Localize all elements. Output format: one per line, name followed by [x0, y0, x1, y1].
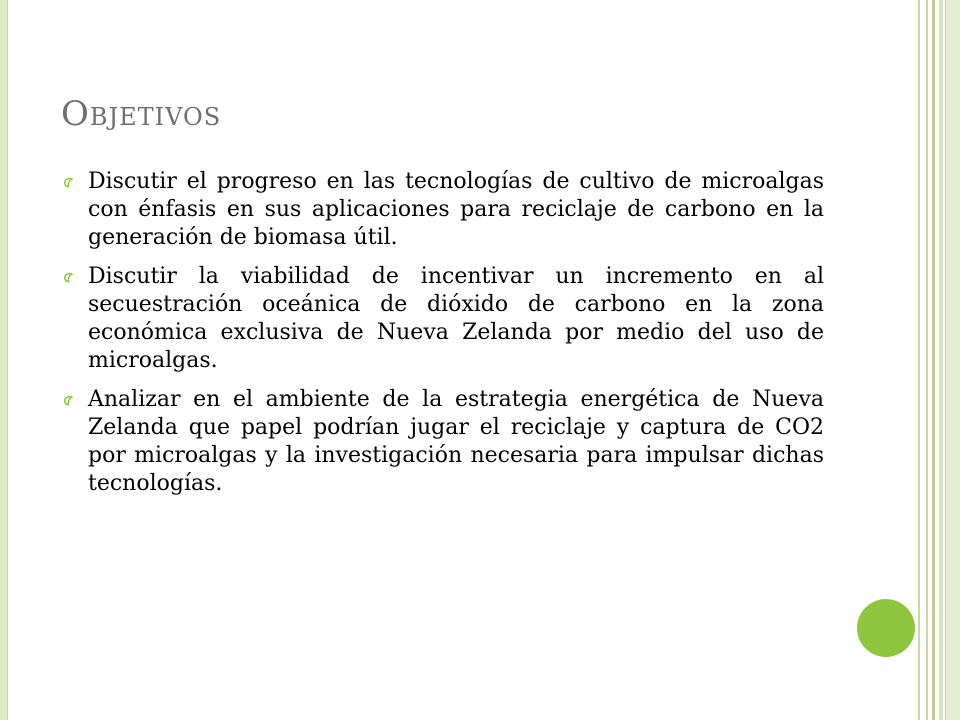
sprout-icon [63, 177, 74, 188]
bullet-text: Discutir la viabilidad de incentivar un incremento en al secuestración oceánica de dióxido de carbono en la zona económica exclusiva de Nueva Zelanda por medio del uso de microalgas. [88, 264, 824, 373]
sprout-icon [63, 272, 74, 283]
slide-title: Objetivos [61, 94, 222, 134]
deco-bar [918, 0, 920, 720]
bullet-text: Discutir el progreso en las tecnologías de cultivo de microalgas con énfasis en sus aplicaciones para reciclaje de carbono en la generación de biomasa útil. [88, 169, 824, 250]
bullet-item [62, 386, 824, 498]
deco-bar [945, 0, 960, 720]
bullet-item [62, 263, 824, 375]
sprout-icon [63, 395, 74, 406]
right-decorative-bars [918, 0, 960, 720]
bullet-item [62, 168, 824, 252]
deco-bar [926, 0, 928, 720]
deco-bar [939, 0, 943, 720]
bullet-list [62, 168, 824, 509]
deco-bar [932, 0, 935, 720]
bullet-text: Analizar en el ambiente de la estrategia energética de Nueva Zelanda que papel podrían jugar el reciclaje y captura de CO2 por microalgas y la investigación necesaria para impulsar dichas tecnologías. [88, 387, 824, 496]
left-edge-stripe [0, 0, 8, 720]
green-circle-decoration [857, 599, 915, 657]
